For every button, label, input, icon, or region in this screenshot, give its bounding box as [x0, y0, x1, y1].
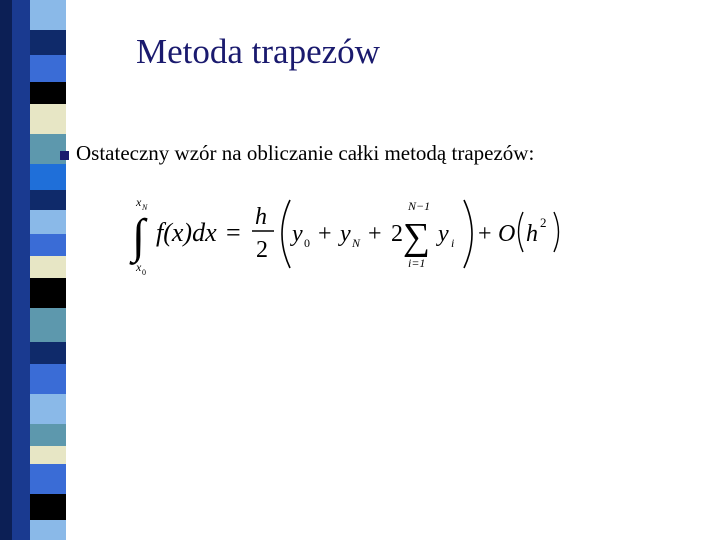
- sum-upper: N−1: [408, 199, 431, 213]
- plus-sign-1: +: [318, 221, 332, 247]
- plus-sign-3: +: [478, 221, 492, 247]
- upper-limit: x: [136, 195, 142, 209]
- equals-sign: =: [226, 218, 241, 247]
- term-yN: y: [340, 221, 351, 247]
- error-term: O: [498, 221, 516, 247]
- error-left-paren: [519, 212, 524, 252]
- coefficient: 2: [391, 221, 403, 247]
- bullet-text: Ostateczny wzór na obliczanie całki metodą trapezów:: [76, 141, 535, 165]
- lower-limit-sub: 0: [142, 268, 146, 277]
- term-yi: y: [438, 221, 449, 247]
- decorative-stripe-bar: [0, 0, 80, 540]
- lower-limit: x: [136, 260, 142, 274]
- term-yN-sub: N: [352, 236, 361, 250]
- fraction-denominator: 2: [256, 237, 268, 263]
- right-paren: [464, 200, 472, 268]
- error-right-paren: [554, 212, 559, 252]
- fraction-numerator: h: [255, 204, 267, 230]
- integral-sign-icon: ∫: [132, 210, 146, 263]
- bullet-square-icon: [60, 151, 69, 160]
- term-y0-sub: 0: [304, 236, 310, 250]
- term-yi-sub: i: [451, 236, 455, 250]
- term-y0: y: [292, 221, 303, 247]
- plus-sign-2: +: [368, 221, 382, 247]
- error-base: h: [526, 221, 538, 247]
- trapezoid-formula: [128, 194, 578, 279]
- upper-limit-sub: N: [142, 203, 148, 212]
- sum-lower: i=1: [408, 256, 426, 270]
- integrand: f(x)dx: [156, 218, 217, 247]
- left-paren: [282, 200, 290, 268]
- sum-sign-icon: ∑: [403, 216, 431, 258]
- slide-title: Metoda trapezów: [136, 32, 380, 71]
- error-exponent: 2: [540, 215, 547, 230]
